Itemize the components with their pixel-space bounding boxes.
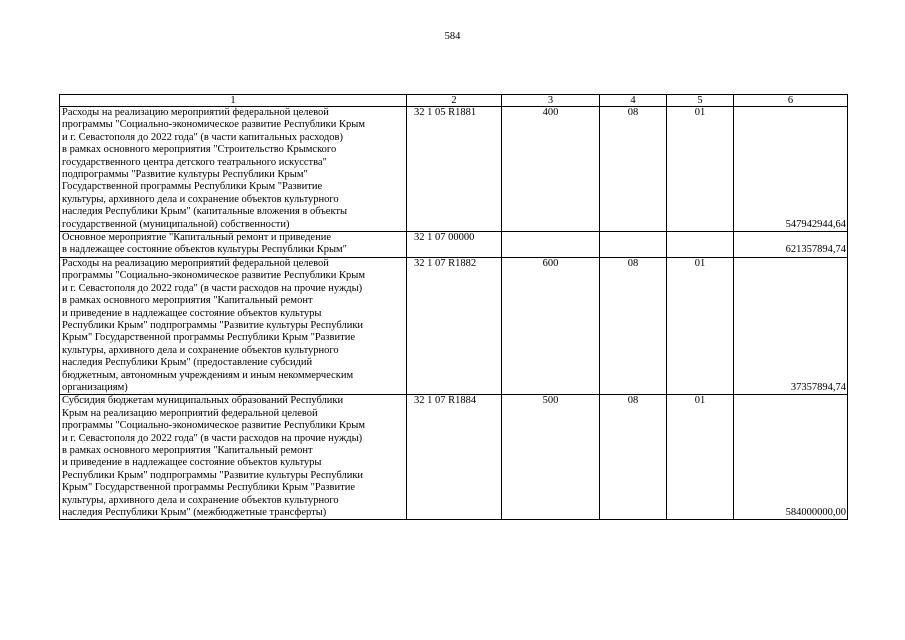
description-line: Субсидия бюджетам муниципальных образований Республики xyxy=(62,395,344,407)
row-pr: 01 xyxy=(667,107,734,232)
header-row xyxy=(60,95,848,107)
column-header: 4 xyxy=(600,95,667,107)
description-line: Расходы на реализацию мероприятий федеральной целевой xyxy=(62,107,329,118)
table-row xyxy=(60,257,848,394)
column-header: 6 xyxy=(734,95,848,107)
description-line: государственного центра детского театрального искусства" xyxy=(62,156,327,168)
row-rz xyxy=(600,232,667,258)
column-header: 3 xyxy=(502,95,600,107)
description-line: в рамках основного мероприятия "Капитальный ремонт xyxy=(62,444,313,456)
description-line: наследия Республики Крым" (межбюджетные трансферты) xyxy=(62,507,327,518)
description-line: и приведение в надлежащее состояние объектов культуры xyxy=(62,307,322,319)
description-line: Основное мероприятие "Капитальный ремонт и приведение xyxy=(62,232,331,244)
description-line: Крым" Государственной программы Республики Крым "Развитие xyxy=(62,332,355,344)
description-line: Республики Крым" подпрограммы "Развитие культуры Республики xyxy=(62,319,364,331)
description-line: культуры, архивного дела и сохранение объектов культурного xyxy=(62,494,339,506)
description-line: программы "Социально-экономическое развитие Республики Крым xyxy=(62,270,365,282)
row-vr: 400 xyxy=(502,107,600,232)
budget-table xyxy=(59,94,848,520)
description-line: наследия Республики Крым" (предоставление субсидий xyxy=(62,357,313,369)
table-row xyxy=(60,107,848,232)
row-code: 32 1 07 R1882 xyxy=(407,257,502,394)
description-line: Крым на реализацию мероприятий федеральной целевой xyxy=(62,407,318,419)
row-description xyxy=(60,257,407,394)
row-vr: 600 xyxy=(502,257,600,394)
description-line: в рамках основного мероприятия "Капитальный ремонт xyxy=(62,295,313,307)
description-line: и г. Севастополя до 2022 года" (в части капитальных расходов) xyxy=(62,131,343,143)
description-line: Крым" Государственной программы Республики Крым "Развитие xyxy=(62,482,355,494)
row-amount: 584000000,00 xyxy=(734,395,848,520)
table-row xyxy=(60,232,848,258)
row-vr xyxy=(502,232,600,258)
row-rz: 08 xyxy=(600,257,667,394)
table-row xyxy=(60,395,848,520)
row-amount: 547942944,64 xyxy=(734,107,848,232)
page-number: 584 xyxy=(444,31,461,42)
description-line: наследия Республики Крым" (капитальные вложения в объекты xyxy=(62,206,348,218)
description-line: и г. Севастополя до 2022 года" (в части расходов на прочие нужды) xyxy=(62,432,363,444)
row-pr xyxy=(667,232,734,258)
description-line: в рамках основного мероприятия "Строительство Крымского xyxy=(62,144,337,156)
column-header: 1 xyxy=(60,95,407,107)
description-line: и г. Севастополя до 2022 года" (в части расходов на прочие нужды) xyxy=(62,282,363,294)
column-header: 5 xyxy=(667,95,734,107)
column-header: 2 xyxy=(407,95,502,107)
row-vr: 500 xyxy=(502,395,600,520)
description-line: Расходы на реализацию мероприятий федеральной целевой xyxy=(62,257,329,269)
row-rz: 08 xyxy=(600,395,667,520)
row-description xyxy=(60,395,407,520)
description-line: бюджетным, автономным учреждениям и иным некоммерческим xyxy=(62,369,354,381)
row-amount: 37357894,74 xyxy=(734,257,848,394)
row-description xyxy=(60,107,407,232)
row-amount: 621357894,74 xyxy=(734,232,848,258)
description-line: в надлежащее состояние объектов культуры Республики Крым" xyxy=(62,244,347,256)
row-code: 32 1 05 R1881 xyxy=(407,107,502,232)
description-line: и приведение в надлежащее состояние объектов культуры xyxy=(62,457,322,469)
row-code: 32 1 07 00000 xyxy=(407,232,502,258)
row-rz: 08 xyxy=(600,107,667,232)
row-pr: 01 xyxy=(667,257,734,394)
description-line: Государственной программы Республики Крым "Развитие xyxy=(62,181,323,193)
row-pr: 01 xyxy=(667,395,734,520)
description-line: Республики Крым" подпрограммы "Развитие культуры Республики xyxy=(62,469,364,481)
row-description xyxy=(60,232,407,258)
description-line: государственной (муниципальной) собственности) xyxy=(62,218,290,230)
row-code: 32 1 07 R1884 xyxy=(407,395,502,520)
description-line: программы "Социально-экономическое развитие Республики Крым xyxy=(62,420,365,432)
description-line: культуры, архивного дела и сохранение объектов культурного xyxy=(62,193,339,205)
description-line: подпрограммы "Развитие культуры Республики Крым" xyxy=(62,169,308,181)
description-line: организациям) xyxy=(62,381,128,393)
description-line: программы "Социально-экономическое развитие Республики Крым xyxy=(62,119,365,131)
description-line: культуры, архивного дела и сохранение объектов культурного xyxy=(62,344,339,356)
